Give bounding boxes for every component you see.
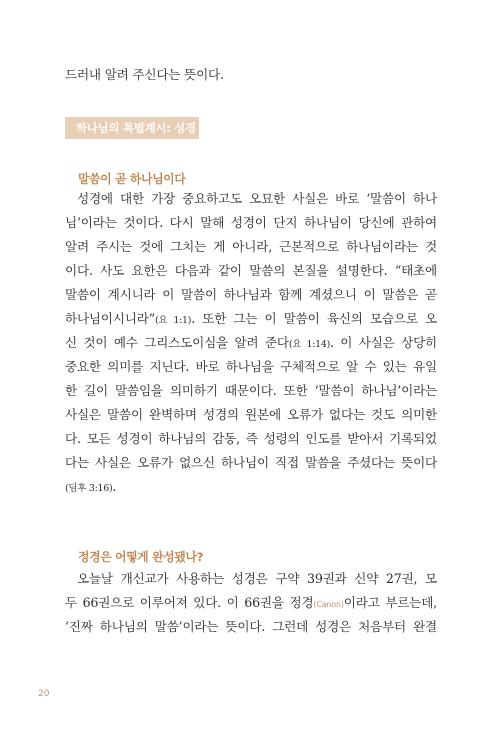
section-badge: 하나님의 특별계시: 성경 (65, 117, 199, 139)
body-text: 신 것이 예수 그리스도이심을 알려 준다 (65, 335, 289, 350)
body-line: 알려 주시는 것에 그치는 게 아니라, 근본적으로 하나님이라는 것 (65, 239, 437, 254)
body-line: 중요한 의미를 지닌다. 바로 하나님을 구체적으로 알 수 있는 유일 (65, 359, 437, 374)
body-line: 다. 모든 성경이 하나님의 감동, 즉 성령의 인도를 받아서 기록되었 (65, 431, 437, 446)
body-text: . 또한 그는 이 말씀이 육신의 모습으로 오 (191, 311, 437, 326)
page-number: 20 (38, 689, 50, 699)
body-line (65, 478, 437, 498)
body-text: 하나님이시니라” (65, 311, 155, 326)
scripture-reference: (요 1:14) (288, 339, 331, 350)
body-line: 님’이라는 것이다. 다시 말해 성경이 단지 하나님이 당신에 관하여 (65, 215, 437, 230)
body-line: 오늘날 개신교가 사용하는 성경은 구약 39권과 신약 27권, 모 (77, 571, 437, 586)
body-line (65, 334, 437, 354)
body-line: 다는 사실은 오류가 없으신 하나님이 직접 말씀을 주셨다는 뜻이다 (65, 455, 437, 470)
intro-line: 드러내 알려 주신다는 뜻이다. (65, 67, 224, 82)
body-text: . (112, 479, 117, 494)
body-line: 성경에 대한 가장 중요하고도 오묘한 사실은 바로 ‘말씀이 하나 (77, 191, 437, 206)
body-line: 이다. 사도 요한은 다음과 같이 말씀의 본질을 설명한다. “태초에 (65, 263, 437, 278)
body-line: 사실은 말씀이 완벽하며 성경의 원본에 오류가 없다는 것도 의미한 (65, 407, 437, 422)
body-line (65, 310, 437, 330)
body-line: 말씀이 계시니라 이 말씀이 하나님과 함께 계셨으니 이 말씀은 곧 (65, 287, 437, 302)
body-line: 한 길이 말씀임을 의미하기 때문이다. 또한 ‘말씀이 하나님’이라는 (65, 383, 437, 398)
section1-heading: 말씀이 곧 하나님이다 (78, 172, 186, 186)
body-line (65, 594, 437, 614)
body-text: . 이 사실은 상당히 (330, 335, 438, 350)
section2-heading: 정경은 어떻게 완성됐나? (78, 550, 204, 564)
scripture-reference: (요 1:1) (155, 315, 192, 326)
scripture-reference: (딤후 3:16) (65, 483, 113, 494)
body-line: ‘진짜 하나님의 말씀’이라는 뜻이다. 그런데 성경은 처음부터 완결 (65, 619, 437, 634)
canon-tag: (Canon) (313, 600, 344, 609)
body-text: 두 66권으로 이루어져 있다. 이 66권을 정경 (65, 595, 314, 610)
body-text: 이라고 부르는데, (343, 595, 437, 610)
